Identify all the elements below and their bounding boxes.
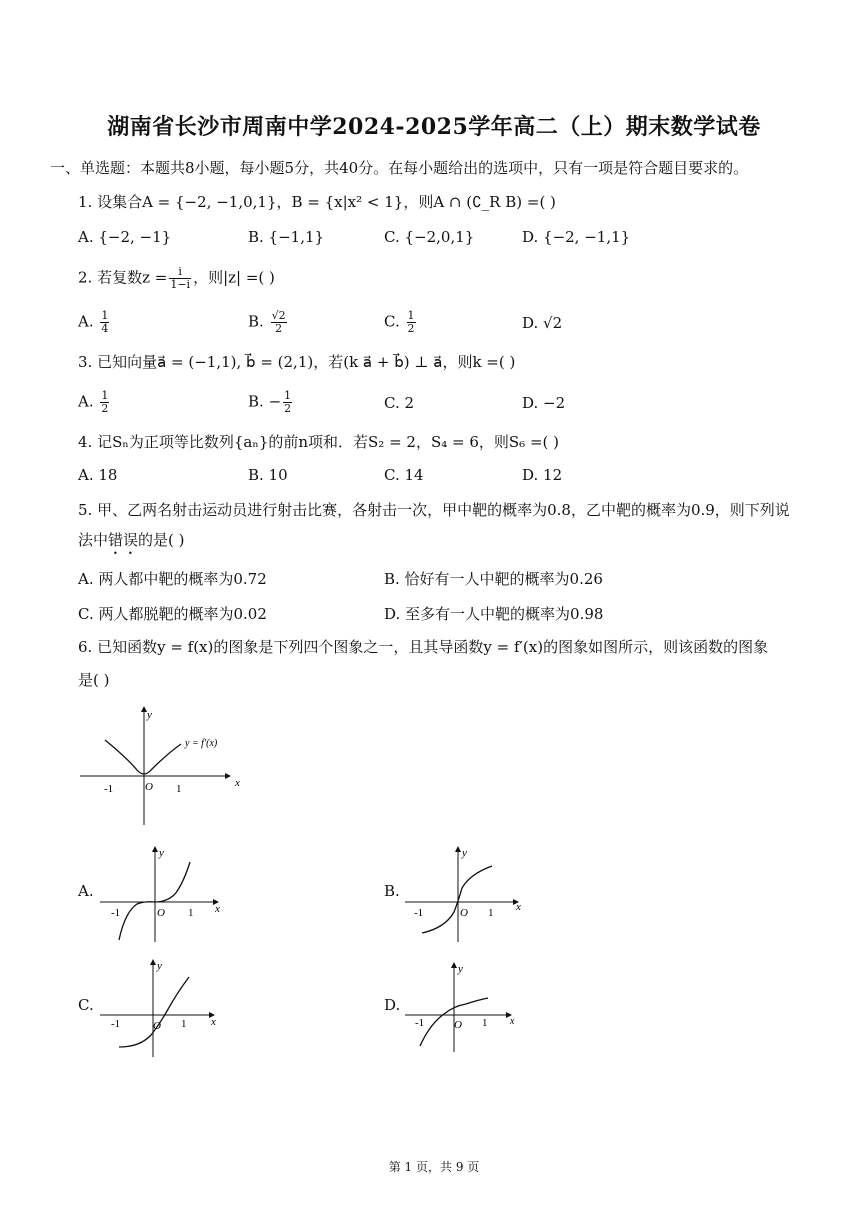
tick-label-neg-one: -1 bbox=[111, 1018, 121, 1030]
x-axis-label: x bbox=[235, 777, 240, 789]
tick-label-neg-one: -1 bbox=[414, 907, 424, 919]
origin-label: O bbox=[460, 907, 468, 919]
q5-stem-line2 bbox=[78, 530, 185, 558]
derivative-graph bbox=[75, 700, 245, 830]
q6-option-a-graph bbox=[95, 840, 230, 945]
option-fraction bbox=[100, 390, 109, 415]
fraction-denominator: 1−i bbox=[170, 278, 191, 291]
option-label: A. bbox=[78, 312, 94, 331]
q6-option-d-graph bbox=[400, 958, 530, 1058]
origin-label: O bbox=[454, 1019, 462, 1031]
q3-option-c bbox=[384, 394, 414, 412]
q2-stem-prefix: 2. 若复数z = bbox=[78, 268, 168, 287]
q3-option-b bbox=[248, 390, 294, 415]
q3-option-a bbox=[78, 390, 111, 415]
y-axis-arrow-icon bbox=[451, 962, 457, 968]
option-label: C. bbox=[384, 312, 400, 331]
option-label: B. bbox=[248, 312, 264, 331]
y-axis-label: y bbox=[462, 847, 467, 859]
y-axis-arrow-icon bbox=[150, 959, 156, 965]
q2-stem bbox=[78, 266, 275, 291]
q6-stem-line2: 是( ) bbox=[78, 671, 110, 689]
q6-option-b-label: B. bbox=[384, 882, 400, 900]
q6-option-c-graph bbox=[95, 955, 230, 1060]
tick-label-one: 1 bbox=[181, 1018, 187, 1030]
fraction-numerator: 1 bbox=[407, 309, 415, 322]
q2-option-c bbox=[384, 310, 418, 335]
y-axis-arrow-icon bbox=[152, 846, 158, 852]
option-fraction bbox=[407, 310, 416, 335]
q4-option-d: D. 12 bbox=[522, 466, 563, 484]
q5-stem-emphasis: 错误 bbox=[108, 531, 139, 549]
fraction-numerator: 1 bbox=[101, 389, 109, 402]
origin-label: O bbox=[153, 1020, 161, 1032]
q5-option-c: C. 两人都脱靶的概率为0.02 bbox=[78, 605, 267, 623]
derivative-curve bbox=[105, 740, 181, 774]
option-value: √2 bbox=[543, 314, 563, 332]
q5-option-a: A. 两人都中靶的概率为0.72 bbox=[78, 570, 267, 588]
q1-option-b: B. {−1,1} bbox=[248, 228, 325, 246]
fraction-denominator: 2 bbox=[101, 402, 109, 415]
q6-option-b-graph bbox=[400, 840, 535, 945]
q6-stem-line1: 6. 已知函数y = f(x)的图象是下列四个图象之一，且其导函数y = f′(x)的图象如图所示，则该函数的图象 bbox=[78, 638, 769, 656]
tick-label-neg-one: -1 bbox=[415, 1017, 425, 1029]
tick-label-neg-one: -1 bbox=[104, 783, 114, 795]
fraction-numerator: 1 bbox=[284, 389, 292, 402]
q3-option-d bbox=[522, 394, 565, 412]
curve-label: y = f′(x) bbox=[185, 738, 218, 749]
q4-option-a: A. 18 bbox=[78, 466, 118, 484]
section-heading: 一、单选题：本题共8小题，每小题5分，共40分。在每小题给出的选项中，只有一项是符合题目要求的。 bbox=[50, 159, 749, 177]
fraction-numerator: √2 bbox=[271, 309, 286, 322]
y-axis-label: y bbox=[157, 960, 162, 972]
q1-option-d: D. {−2, −1,1} bbox=[522, 228, 631, 246]
q2-option-d bbox=[522, 314, 562, 332]
x-axis-arrow-icon bbox=[225, 773, 231, 779]
q1-option-a: A. {−2, −1} bbox=[78, 228, 172, 246]
page-title: 湖南省长沙市周南中学2024-2025学年高二（上）期末数学试卷 bbox=[107, 114, 761, 140]
q3-stem: 3. 已知向量a⃗ = (−1,1), b⃗ = (2,1)，若(k a⃗ + b⃗) ⊥ a⃗，则k =( ) bbox=[78, 353, 516, 371]
q5-stem-line1: 5. 甲、乙两名射击运动员进行射击比赛，各射击一次，甲中靶的概率为0.8，乙中靶的概率为0.9，则下列说 bbox=[78, 501, 790, 519]
tick-label-one: 1 bbox=[482, 1017, 488, 1029]
option-fraction bbox=[100, 310, 109, 335]
y-axis-label: y bbox=[147, 709, 152, 721]
q4-option-c: C. 14 bbox=[384, 466, 424, 484]
q4-stem: 4. 记Sₙ为正项等比数列{aₙ}的前n项和．若S₂ = 2，S₄ = 6，则S₆ =( ) bbox=[78, 433, 559, 451]
tick-label-neg-one: -1 bbox=[111, 907, 121, 919]
q1-option-c: C. {−2,0,1} bbox=[384, 228, 475, 246]
origin-label: O bbox=[157, 907, 165, 919]
option-value: 2 bbox=[404, 394, 415, 412]
q5-stem-text: 的是( ) bbox=[138, 531, 185, 549]
q2-stem-fraction bbox=[169, 266, 191, 291]
page-footer: 第 1 页，共 9 页 bbox=[388, 1160, 480, 1174]
option-label: D. bbox=[522, 314, 539, 332]
q5-option-d: D. 至多有一人中靶的概率为0.98 bbox=[384, 605, 604, 623]
tick-label-one: 1 bbox=[188, 907, 194, 919]
option-c-curve bbox=[119, 977, 189, 1047]
option-label: D. bbox=[522, 394, 539, 412]
q6-option-d-label: D. bbox=[384, 996, 401, 1014]
option-label: B. bbox=[248, 392, 264, 411]
q5-option-b: B. 恰好有一人中靶的概率为0.26 bbox=[384, 570, 603, 588]
y-axis-arrow-icon bbox=[455, 846, 461, 852]
x-axis-label: x bbox=[211, 1016, 216, 1028]
q2-option-a bbox=[78, 310, 111, 335]
fraction-denominator: 4 bbox=[101, 322, 109, 335]
option-label: C. bbox=[384, 394, 400, 412]
fraction-numerator: i bbox=[169, 266, 191, 279]
q6-option-c-label: C. bbox=[78, 996, 94, 1014]
option-sign: − bbox=[268, 392, 282, 411]
q6-option-a-label: A. bbox=[78, 882, 94, 900]
option-fraction bbox=[271, 310, 287, 335]
y-axis-label: y bbox=[159, 847, 164, 859]
fraction-denominator: 2 bbox=[284, 402, 292, 415]
fraction-denominator: 2 bbox=[407, 322, 415, 335]
q2-option-b bbox=[248, 310, 289, 335]
option-b-curve bbox=[422, 866, 492, 933]
x-axis-label: x bbox=[510, 1016, 515, 1027]
x-axis-label: x bbox=[215, 903, 220, 915]
q4-option-b: B. 10 bbox=[248, 466, 288, 484]
fraction-denominator: 2 bbox=[275, 322, 283, 335]
q2-stem-suffix: ，则|z| =( ) bbox=[193, 268, 275, 287]
option-label: A. bbox=[78, 392, 94, 411]
option-value: −2 bbox=[543, 394, 566, 412]
fraction-numerator: 1 bbox=[101, 309, 109, 322]
q1-stem: 1. 设集合A = {−2, −1,0,1}，B = {x|x² < 1}，则A ∩ (∁_R B) =( ) bbox=[78, 193, 556, 211]
x-axis-label: x bbox=[516, 901, 521, 913]
option-fraction bbox=[283, 390, 292, 415]
origin-label: O bbox=[145, 781, 153, 793]
tick-label-one: 1 bbox=[176, 783, 182, 795]
tick-label-one: 1 bbox=[488, 907, 494, 919]
q5-stem-text: 法中 bbox=[78, 531, 109, 549]
y-axis-label: y bbox=[458, 963, 463, 975]
